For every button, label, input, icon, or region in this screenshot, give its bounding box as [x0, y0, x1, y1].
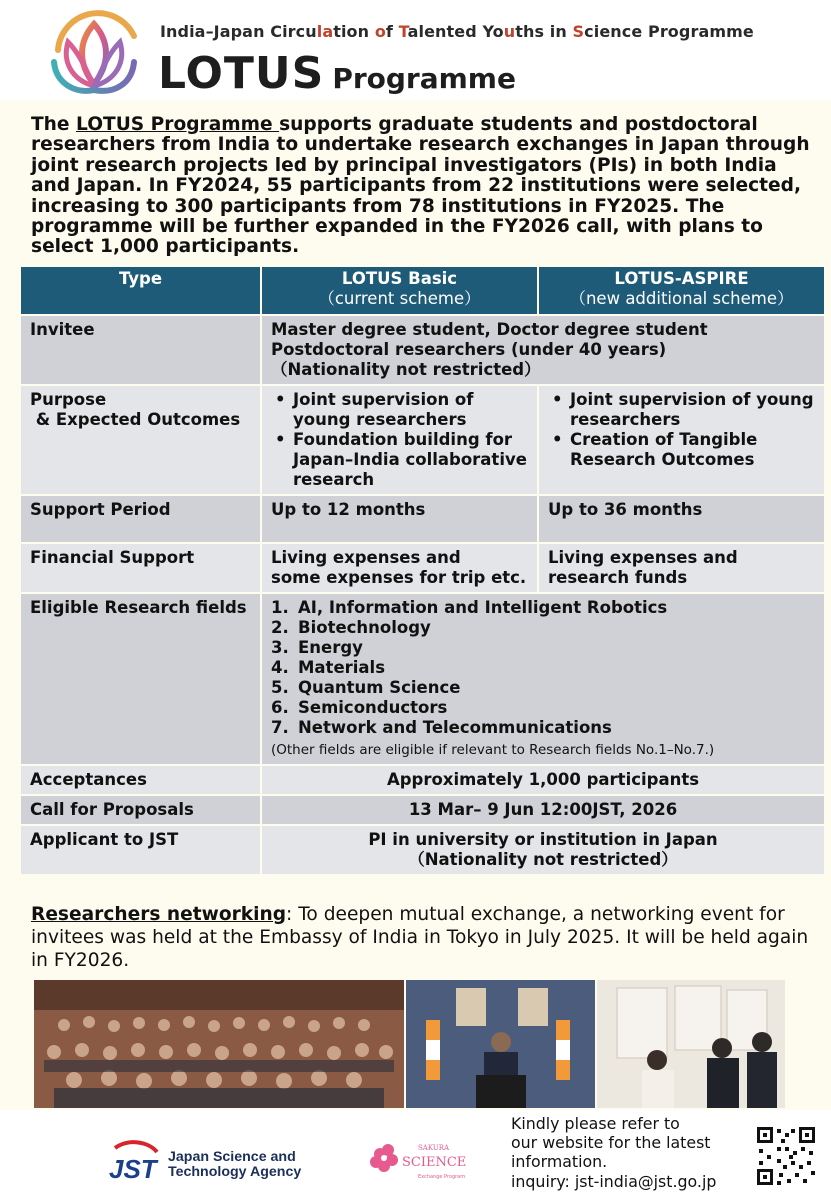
- field-number: 2.: [271, 618, 289, 637]
- jst-logo-icon: [107, 1138, 163, 1188]
- header-basic-sub: （current scheme）: [318, 289, 481, 308]
- field-number: 1.: [271, 598, 289, 617]
- tagline-part: ths in: [515, 22, 573, 41]
- svg-text:Exchange Program: Exchange Program: [418, 1174, 466, 1180]
- programme-table: [19, 265, 826, 876]
- field-number: 3.: [271, 638, 289, 657]
- header-aspire: [539, 267, 824, 314]
- financial-line: Living expenses and: [271, 548, 461, 567]
- list-item: [271, 658, 815, 678]
- financial-line: some expenses for trip etc.: [271, 568, 527, 587]
- tagline-part: India–Japan Circu: [160, 22, 317, 41]
- purpose-label: [21, 386, 260, 494]
- support-period-label: Support Period: [21, 496, 260, 542]
- row-applicant: [21, 826, 824, 874]
- applicant-label: Applicant to JST: [21, 826, 260, 874]
- invitee-line: Master degree student, Doctor degree student: [271, 320, 708, 339]
- fields-note: (Other fields are eligible if relevant to Research fields No.1–No.7.): [271, 742, 715, 758]
- header: [0, 0, 831, 100]
- programme-brand: [158, 48, 516, 99]
- acceptances-value: Approximately 1,000 participants: [262, 766, 824, 794]
- header-type: Type: [21, 267, 260, 314]
- tagline-part: alented: [407, 22, 483, 41]
- inquiry-email-link[interactable]: inquiry: jst-india@jst.go.jp: [511, 1171, 717, 1191]
- support-period-aspire: Up to 36 months: [539, 496, 824, 542]
- programme-tagline: [160, 22, 754, 41]
- purpose-basic: [262, 386, 537, 494]
- applicant-line: （Nationality not restricted）: [408, 850, 678, 869]
- invitee-line: Postdoctoral researchers (under 40 years): [271, 340, 667, 359]
- applicant-line: PI in university or institution in Japan: [368, 830, 718, 849]
- row-support-period: [21, 496, 824, 542]
- intro-lead: The: [31, 114, 77, 135]
- list-item: • Joint supervision of young researchers: [293, 390, 528, 430]
- list-item: • Joint supervision of young researchers: [570, 390, 815, 430]
- applicant-value: [262, 826, 824, 874]
- purpose-label-line: & Expected Outcomes: [30, 410, 241, 429]
- contact-line: Kindly please refer to: [511, 1114, 680, 1133]
- qr-code-icon[interactable]: [755, 1125, 817, 1187]
- brand-small: Programme: [332, 62, 516, 95]
- acceptances-label: Acceptances: [21, 766, 260, 794]
- row-acceptances: [21, 766, 824, 794]
- lotus-logo-icon: [44, 6, 144, 98]
- invitee-line: （Nationality not restricted）: [271, 360, 541, 379]
- brand-big: LOTUS: [158, 48, 325, 99]
- tagline-part: S: [572, 22, 585, 41]
- purpose-aspire: [539, 386, 824, 494]
- field-text: Energy: [298, 638, 363, 657]
- tagline-part: tion: [333, 22, 375, 41]
- poster-session-photo-image: [597, 980, 785, 1108]
- field-text: Biotechnology: [298, 618, 431, 637]
- lotus-programme-link[interactable]: LOTUS Programme: [76, 114, 280, 135]
- svg-text:JST: JST: [109, 1154, 157, 1184]
- intro-rest: supports graduate students and postdoctoral researchers from India to undertake research exchanges in Japan through joint research projects led by principal investigators (PIs) in both India and Japan. In FY2024, 55 participants from 22 institutions were selected, increasing to 300 participants from 78 institutions in FY2025. The programme will be further expanded in the FY2026 call, with plans to select 1,000 participants.: [31, 114, 810, 258]
- tagline-part: Y: [482, 22, 493, 41]
- invitee-value: [262, 316, 824, 384]
- list-item: [271, 698, 815, 718]
- tagline-part: la: [316, 22, 334, 41]
- field-text: AI, Information and Intelligent Robotics: [298, 598, 668, 617]
- sakura-science-logo-icon: [366, 1136, 476, 1196]
- networking-title: Researchers networking: [31, 904, 287, 925]
- row-research-fields: [21, 594, 824, 764]
- tagline-part: T: [398, 22, 408, 41]
- financial-aspire: [539, 544, 824, 592]
- support-period-basic: Up to 12 months: [262, 496, 537, 542]
- networking-text: : To deepen mutual exchange, a networking event for invitees was held at the Embassy of India in Tokyo in July 2025. It will be held again in FY2026.: [31, 904, 809, 971]
- field-text: Materials: [298, 658, 386, 677]
- call-label: Call for Proposals: [21, 796, 260, 824]
- fields-label: Eligible Research fields: [21, 594, 260, 764]
- list-item: • Foundation building for Japan–India collaborative research: [293, 430, 528, 490]
- list-item: [271, 678, 815, 698]
- field-text: Quantum Science: [298, 678, 461, 697]
- list-item: [271, 598, 815, 618]
- financial-line: Living expenses and: [548, 548, 738, 567]
- row-purpose: [21, 386, 824, 494]
- tagline-part: cience Programme: [584, 22, 754, 41]
- contact-line: information.: [511, 1152, 608, 1172]
- contact-info: [511, 1114, 751, 1191]
- group-photo-image: [34, 980, 404, 1108]
- financial-label: Financial Support: [21, 544, 260, 592]
- embassy-photo-image: [406, 980, 595, 1108]
- header-aspire-sub: （new additional scheme）: [569, 289, 794, 308]
- tagline-part: o: [374, 22, 386, 41]
- contact-line: our website for the latest: [511, 1133, 711, 1153]
- list-item: [271, 638, 815, 658]
- invitee-label: Invitee: [21, 316, 260, 384]
- svg-text:SCIENCE: SCIENCE: [402, 1155, 467, 1170]
- tagline-part: u: [503, 22, 516, 41]
- header-basic: [262, 267, 537, 314]
- field-number: 6.: [271, 698, 289, 717]
- intro-paragraph: [31, 115, 821, 258]
- fields-value: [262, 594, 824, 764]
- financial-basic: [262, 544, 537, 592]
- field-number: 5.: [271, 678, 289, 697]
- tagline-part: f: [385, 22, 399, 41]
- header-aspire-title: LOTUS-ASPIRE: [614, 269, 749, 288]
- field-number: 4.: [271, 658, 289, 677]
- row-financial-support: [21, 544, 824, 592]
- networking-paragraph: [31, 903, 823, 972]
- list-item: [271, 718, 815, 738]
- field-number: 7.: [271, 718, 289, 737]
- purpose-label-line: Purpose: [30, 390, 107, 409]
- tagline-part: o: [492, 22, 504, 41]
- financial-line: research funds: [548, 568, 688, 587]
- jst-name: [168, 1150, 301, 1180]
- jst-name-line: Technology Agency: [168, 1164, 302, 1180]
- field-text: Network and Telecommunications: [298, 718, 612, 737]
- row-call-for-proposals: [21, 796, 824, 824]
- row-invitee: [21, 316, 824, 384]
- header-basic-title: LOTUS Basic: [341, 269, 458, 288]
- svg-text:SAKURA: SAKURA: [418, 1144, 450, 1152]
- field-text: Semiconductors: [298, 698, 448, 717]
- list-item: [271, 618, 815, 638]
- list-item: • Creation of Tangible Research Outcomes: [570, 430, 815, 470]
- call-value: 13 Mar– 9 Jun 12:00JST, 2026: [262, 796, 824, 824]
- jst-name-line: Japan Science and: [168, 1149, 296, 1165]
